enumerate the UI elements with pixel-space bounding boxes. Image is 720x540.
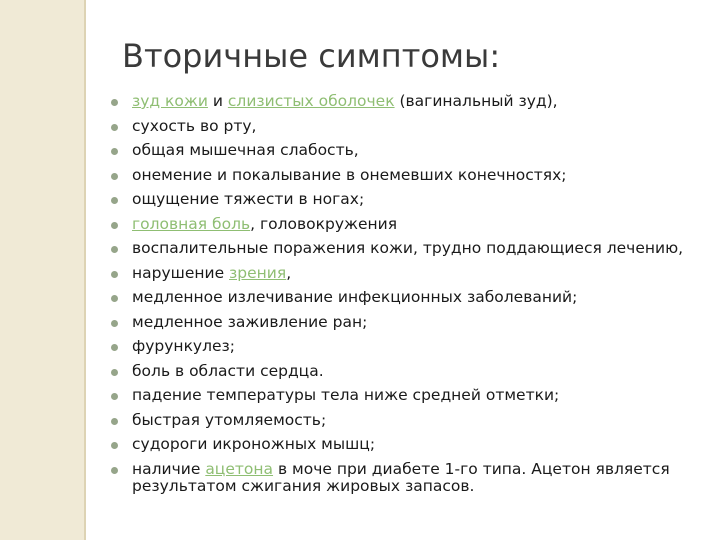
bullet-dot-icon <box>111 320 118 327</box>
symptom-text: быстрая утомляемость; <box>132 410 327 429</box>
symptom-list-item <box>108 142 698 159</box>
slide-title: Вторичные симптомы: <box>122 37 501 75</box>
symptom-text: судороги икроножных мышц; <box>132 435 376 453</box>
bullet-dot-icon <box>111 467 118 474</box>
symptom-list-item <box>108 461 698 495</box>
symptom-list-item <box>108 216 698 233</box>
symptom-list-item <box>108 289 698 306</box>
symptom-text: падение температуры тела ниже средней отметки; <box>132 386 560 404</box>
bullet-dot-icon <box>111 271 118 278</box>
symptom-text: фурункулез; <box>132 337 236 355</box>
left-decorative-band <box>0 0 84 540</box>
symptom-link[interactable]: головная боль <box>132 214 251 233</box>
symptom-link[interactable]: слизистых оболочек <box>227 92 395 110</box>
bullet-dot-icon <box>111 173 118 180</box>
symptom-list-item <box>108 387 698 404</box>
symptom-list-item <box>108 167 698 184</box>
bullet-dot-icon <box>111 222 118 229</box>
symptom-list-item <box>108 191 698 208</box>
bullet-dot-icon <box>111 418 118 425</box>
symptom-text: , <box>286 263 292 282</box>
symptom-text: сухость во рту, <box>132 116 257 135</box>
symptom-text: (вагинальный зуд), <box>394 92 558 110</box>
symptom-text: воспалительные поражения кожи, трудно поддающиеся лечению, <box>132 239 684 257</box>
symptom-text: общая мышечная слабость, <box>132 141 359 159</box>
symptom-text: ощущение тяжести в ногах; <box>132 190 365 208</box>
symptom-text: медленное излечивание инфекционных заболеваний; <box>132 288 578 306</box>
bullet-dot-icon <box>111 393 118 400</box>
symptom-list-item <box>108 436 698 453</box>
symptom-list-item <box>108 265 698 282</box>
bullet-dot-icon <box>111 246 118 253</box>
symptom-text: в моче при диабете 1-го типа. Ацетон является результатом сжигания жировых запасов. <box>132 459 670 495</box>
bullet-dot-icon <box>111 344 118 351</box>
symptom-list-item <box>108 240 698 257</box>
bullet-dot-icon <box>111 124 118 131</box>
symptom-text: боль в области сердца. <box>132 361 324 380</box>
symptom-list <box>108 93 698 502</box>
symptom-text: наличие <box>132 459 206 478</box>
symptom-link[interactable]: зрения <box>229 263 287 282</box>
symptom-list-item <box>108 314 698 331</box>
symptom-list-item <box>108 363 698 380</box>
bullet-dot-icon <box>111 295 118 302</box>
symptom-list-item <box>108 93 698 110</box>
symptom-list-item <box>108 338 698 355</box>
bullet-dot-icon <box>111 442 118 449</box>
symptom-list-item <box>108 118 698 135</box>
symptom-list-item <box>108 412 698 429</box>
bullet-dot-icon <box>111 369 118 376</box>
symptom-text: онемение и покалывание в онемевших конечностях; <box>132 165 567 184</box>
symptom-text: нарушение <box>132 263 230 282</box>
symptom-link[interactable]: зуд кожи <box>132 92 208 110</box>
bullet-dot-icon <box>111 99 118 106</box>
symptom-link[interactable]: ацетона <box>205 459 274 478</box>
symptom-text: , головокружения <box>250 214 398 233</box>
bullet-dot-icon <box>111 148 118 155</box>
bullet-dot-icon <box>111 197 118 204</box>
left-band-divider <box>84 0 86 540</box>
symptom-text: и <box>207 92 228 110</box>
symptom-text: медленное заживление ран; <box>132 312 368 331</box>
